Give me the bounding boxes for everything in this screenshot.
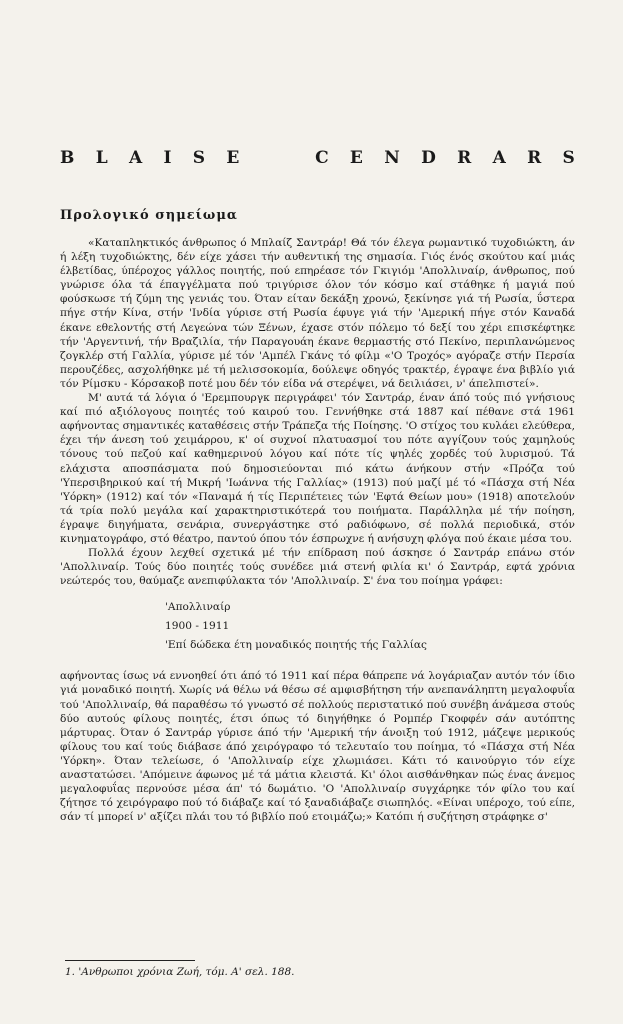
title-letter: N xyxy=(384,148,400,168)
title-letter: R xyxy=(457,148,472,168)
title-letter: L xyxy=(95,148,108,168)
poem-excerpt xyxy=(165,598,575,655)
title-letter xyxy=(288,148,294,168)
title-letter xyxy=(261,148,267,168)
poem-line: 'Επί δώδεκα έτη μοναδικός ποιητής τής Γαλλίας xyxy=(165,639,427,652)
title-letter: R xyxy=(527,148,542,168)
title-letter: S xyxy=(562,148,575,168)
title-letter: A xyxy=(128,148,143,168)
title-letter: S xyxy=(192,148,206,168)
paragraph-3: Πολλά έχουν λεχθεί σχετικά μέ τήν επίδραση πού άσκησε ό Σαντράρ επάνω στόν 'Απολλιναίρ. Τούς δύο ποιητές τούς συνέδεε μιά στενή φιλία κι' ό Σαντράρ, εφτά χρόνια νεώτερός του, θαύμαζε ανεπιφύλακτα τόν 'Απολλιναίρ. Σ' ένα του ποίημα γράφει: xyxy=(60,547,575,588)
body-text xyxy=(60,236,575,824)
author-title xyxy=(60,148,575,168)
title-letter: E xyxy=(226,148,240,168)
poem-line: 1900 - 1911 xyxy=(165,620,230,633)
footnote: 1. 'Ανθρωποι χρόνια Ζωή, τόμ. Α' σελ. 188. xyxy=(65,966,295,978)
title-letter: E xyxy=(349,148,363,168)
title-letter: C xyxy=(315,148,329,168)
paragraph-4: αφήνοντας ίσως νά εννοηθεί ότι άπό τό 1911 καί πέρα θάπρεπε νά λογάριαζαν αυτόν τόν ίδιο γιά μοναδικό ποιητή. Χωρίς νά θέλω νά θέσω σέ αμφισβήτηση τήν ανεπανάληπτη μεγαλοφυΐα τού 'Απολλιναίρ, θά παραθέσω τό γνωστό σέ πολλούς περιστατικό πού συνέβη άνάμεσα στούς δύο αυτούς φίλους ποιητές, έτσι όπως τό διηγήθηκε ό Ρομπέρ Γκοφφέν σάν αυτόπτης μάρτυρας. Όταν ό Σαντράρ γύρισε άπό τήν 'Αμερική τήν άνοιξη τού 1912, μάζεψε μερικούς φίλους του καί τούς διάβασε άπό χειρόγραφο τό τελευταίο του ποίημα, τό «Πάσχα στή Νέα 'Υόρκη». Όταν τελείωσε, ό 'Απολλιναίρ είχε χλωμιάσει. Κάτι τό καινούργιο τόν είχε αναστατώσει. 'Απόμεινε άφωνος μέ τά μάτια κλειστά. Κι' όλοι αισθάνθηκαν πώς ένας άνεμος μεγαλοφυΐας περνούσε μέσα άπ' τό δωμάτιο. 'Ο 'Απολλιναίρ συγχάρηκε τόν φίλο του καί ζήτησε τό χειρόγραφο πού τό διάβαζε καί τό ξαναδιάβαζε σιωπηλός. «Είναι υπέροχο, τού είπε, σάν τί μπορεί ν' αξίζει πλάι του τό βιβλίο πού ετοιμάζω;» Κατόπι ή συζήτηση στράφηκε σ' xyxy=(60,670,575,824)
paragraph-1: «Καταπληκτικός άνθρωπος ό Μπλαίζ Σαντράρ! Θά τόν έλεγα ρωμαντικό τυχοδιώκτη, άν ή λέξη τυχοδιώκτης, δέν είχε χάσει τήν αυθεντική της σημασία. Γιός ένός σκούτου καί μιάς έλβετίδας, ύπέροχος γάλλος ποιητής, πού επηρέασε τόν Γκιγιόμ 'Απολλιναίρ, άνθρωπος, πού γνώρισε όλα τά έπαγγέλματα πού τριγύρισε όλον τόν κόσμο καί στάθηκε ή μαγιά πού φούσκωσε τή ζύμη της γενιάς του. Όταν είταν δεκάξη χρονώ, ξεκίνησε γιά τή Ρωσία, ΰστερα πήγε στήν Κίνα, στήν 'Ινδία γύρισε στή Ρωσία έφυγε γιά τήν 'Αμερική πήγε στόν Καναδά έκανε εθελοντής στή Λεγεώνα τών Ξένων, έχασε στόν πόλεμο τό δεξί του χέρι επισκέφτηκε τήν 'Αργεντινή, τήν Βραζιλία, τήν Παραγουάη έκανε θερμαστής στό Πεκίνο, περιπλανώμενος ζογκλέρ στή Γαλλία, γύρισε μέ τόν 'Αμπέλ Γκάνς τό φίλμ «'Ο Τροχός» αγόραζε στήν Περσία περουζέδες, ασχολήθηκε μέ τή μελισσοκομία, δούλεψε οδηγός τρακτέρ, έγραψε ένα βιβλίο γιά τόν Ρίμσκυ - Κόρσακοβ ποτέ μου δέν τόν είδα νά στερέψει, νά δειλιάσει, ν' άπελπιστεί». xyxy=(60,237,575,390)
title-letter: D xyxy=(421,148,436,168)
footnote-divider xyxy=(65,960,195,961)
title-letter: I xyxy=(163,148,172,168)
paragraph-2: Μ' αυτά τά λόγια ό 'Ερεμπουργκ περιγράφει' τόν Σαντράρ, έναν άπό τούς πιό γνήσιους καί πιό αξιόλογους ποιητές τού καιρού του. Γεννήθηκε στά 1887 καί πέθανε στά 1961 αφήνοντας σημαντικές καταθέσεις στήν Τράπεζα τής Ποίησης. 'Ο στίχος του κυλάει ελεύθερα, έχει τήν άνεση τού χειμάρρου, κ' οί συχνοί πλατυασμοί του πότε αγγίζουν τούς χαμηλούς τόνους τού πεζού καί καθημερινού λόγου καί πότε τίς ψηλές χορδές τού λυρισμού. Τά ελάχιστα αποσπάσματα πού δημοσιεύονται πιό κάτω άνήκουν στήν «Πρόζα τού 'Υπερσιβηρικού καί τή Μικρή 'Ιωάννα τής Γαλλίας» (1913) πού μαζί μέ τό «Πάσχα στή Νέα 'Υόρκη» (1912) καί τόν «Παναμά ή τίς Περιπέτειες τών 'Εφτά Θείων μου» (1918) αποτελούν τά τρία πολύ μεγάλα καί χαρακτηριστικότερά του ποιήματα. Παράλληλα μέ τήν ποίηση, έγραψε διηγήματα, σενάρια, συνεργάστηκε στό ραδιόφωνο, σέ πολλά περιοδικά, στόν κινηματογράφο, στό θέατρο, παντού όπου τόν έσπρωχνε ή ανήσυχη φλόγα πού έκαιε μέσα του. xyxy=(60,392,575,545)
title-letter: A xyxy=(492,148,506,168)
title-letter: B xyxy=(60,148,75,168)
section-subtitle: Προλογικό σημείωμα xyxy=(60,208,238,223)
poem-line: 'Απολλιναίρ xyxy=(165,601,231,614)
document-page xyxy=(60,0,575,1024)
